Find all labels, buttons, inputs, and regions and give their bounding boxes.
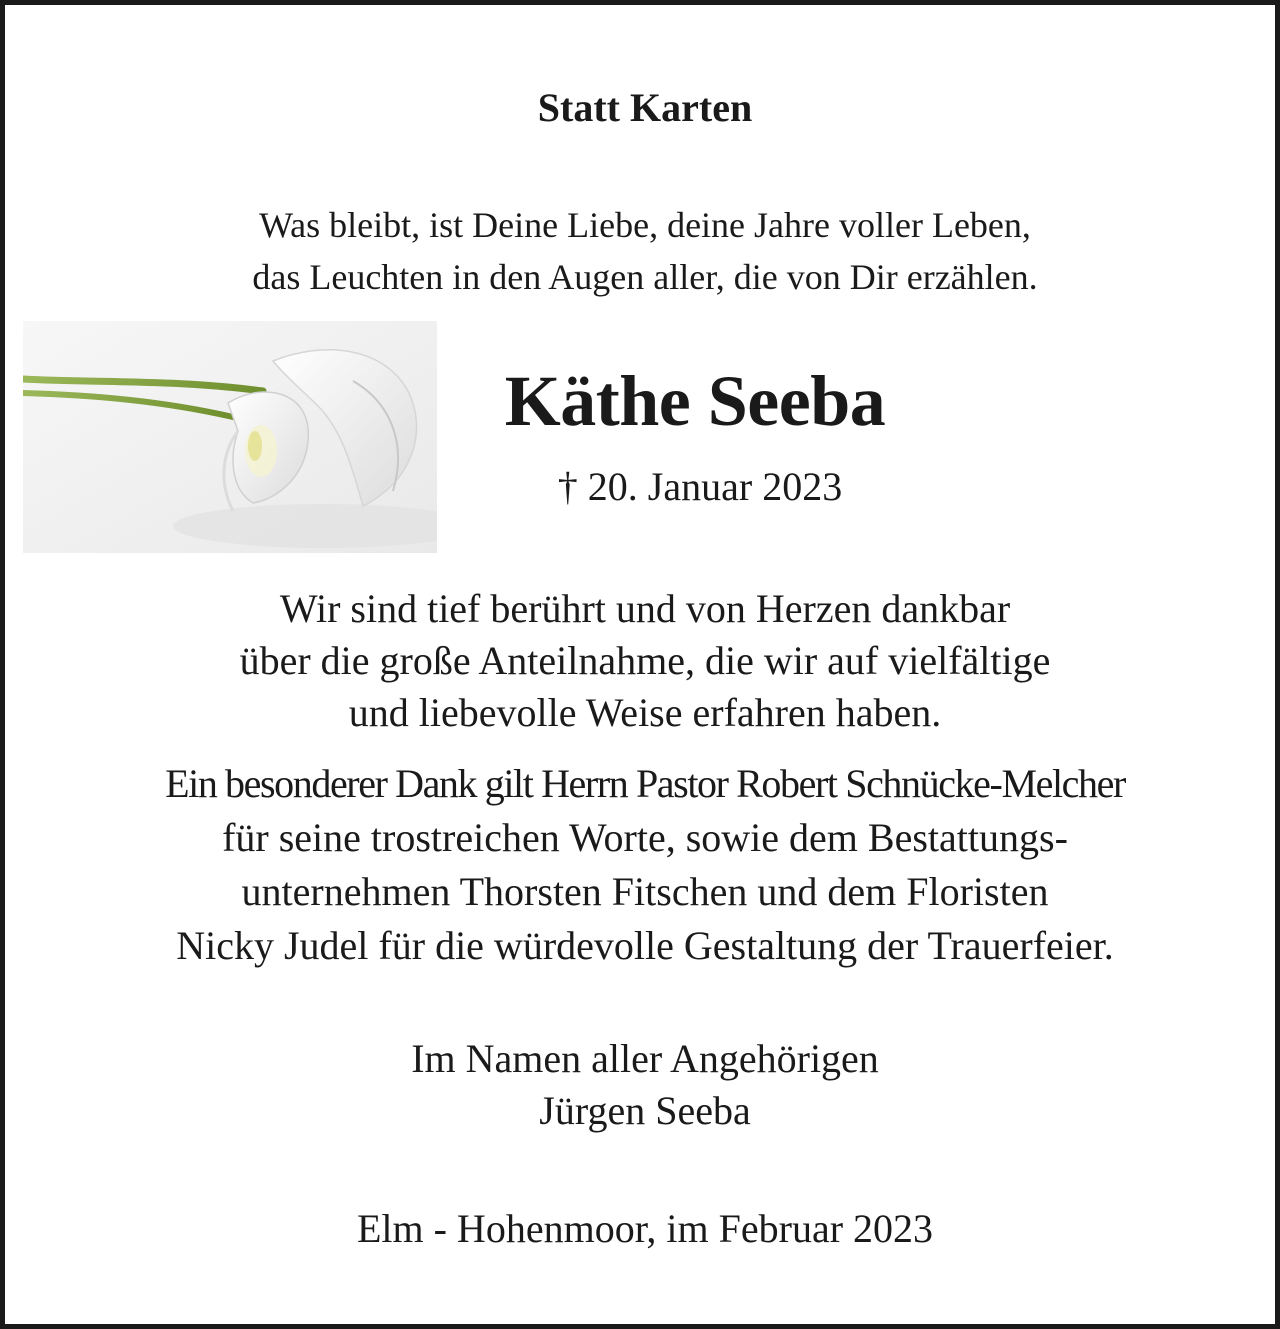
place-and-date: Elm - Hohenmoor, im Februar 2023 bbox=[356, 1206, 934, 1251]
signature-line: Im Namen aller Angehörigen bbox=[411, 1036, 879, 1081]
death-date: † 20. Januar 2023 bbox=[557, 464, 843, 509]
deceased-name: Käthe Seeba bbox=[504, 361, 886, 441]
thanks-line: Wir sind tief berührt und von Herzen dankbar bbox=[279, 586, 1011, 631]
thanks-line: und liebevolle Weise erfahren haben. bbox=[348, 690, 942, 735]
calla-lily-photo bbox=[23, 321, 437, 553]
calla-lily-illustration bbox=[23, 321, 437, 553]
signatory-name: Jürgen Seeba bbox=[539, 1088, 751, 1133]
special-thanks-paragraph bbox=[5, 757, 1280, 973]
memorial-motto bbox=[5, 199, 1280, 303]
special-thanks-line: Ein besonderer Dank gilt Herrn Pastor Robert Schnücke-Melcher bbox=[165, 761, 1125, 806]
motto-line: das Leuchten in den Augen aller, die von Dir erzählen. bbox=[252, 257, 1038, 297]
thanks-paragraph bbox=[5, 583, 1280, 739]
thanks-line: über die große Anteilnahme, die wir auf vielfältige bbox=[239, 638, 1051, 683]
signature-block bbox=[5, 1033, 1280, 1137]
motto-line: Was bleibt, ist Deine Liebe, deine Jahre voller Leben, bbox=[259, 205, 1031, 245]
special-thanks-line: unternehmen Thorsten Fitschen und dem Floristen bbox=[241, 869, 1049, 914]
special-thanks-line: Nicky Judel für die würdevolle Gestaltung der Trauerfeier. bbox=[176, 923, 1114, 968]
special-thanks-line: für seine trostreichen Worte, sowie dem Bestattungs- bbox=[222, 815, 1068, 860]
notice-heading: Statt Karten bbox=[537, 85, 753, 130]
